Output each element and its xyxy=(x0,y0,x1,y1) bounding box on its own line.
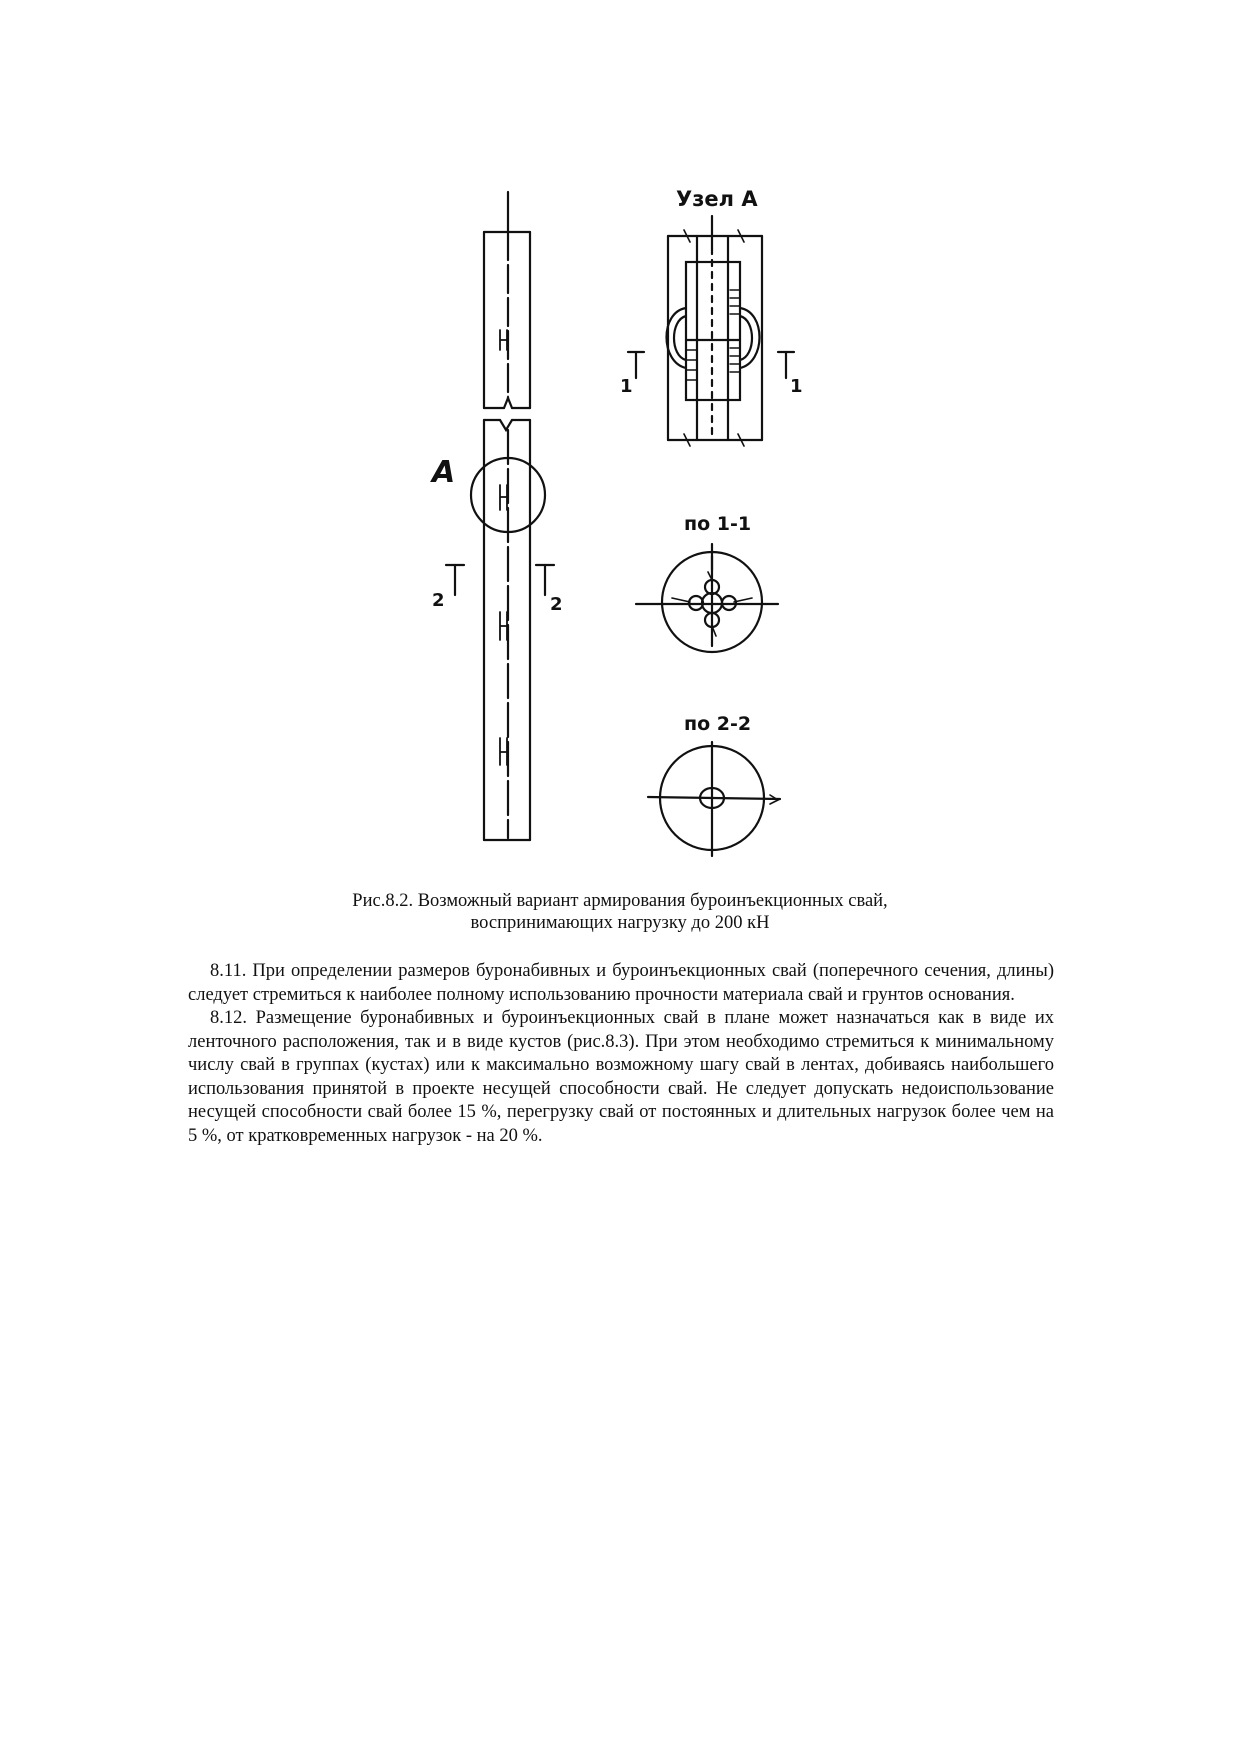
caption-line-2: воспринимающих нагрузку до 200 кН xyxy=(470,913,770,933)
section-1-1-drawing xyxy=(636,544,778,652)
section-1-left-mark: 1 xyxy=(620,376,633,397)
node-a-detail xyxy=(628,216,794,446)
paragraph-8-11: 8.11. При определении размеров буронабивных и буроинъекционных свай (поперечного сечения, длины) следует стремиться к наиболее полному использованию прочности материала свай и грунтов основания. xyxy=(188,961,1054,1005)
caption-line-1: Рис.8.2. Возможный вариант армирования буроинъекционных свай, xyxy=(352,891,888,911)
node-a-title: Узел А xyxy=(676,187,758,211)
section-2-2-drawing xyxy=(648,742,780,856)
node-marker-label: А xyxy=(432,455,456,490)
section-1-right-mark: 1 xyxy=(790,376,803,397)
pile-elevation xyxy=(446,192,554,840)
section-2-left-mark: 2 xyxy=(432,590,445,611)
paragraph-8-12: 8.12. Размещение буронабивных и буроинъекционных свай в плане может назначаться как в виде их ленточного расположения, так и в виде кустов (рис.8.3). При этом необходимо стремиться к минимальному числу свай в группах (кустах) или к максимально возможному шагу свай в лентах, добиваясь наибольшего использования принятой в проекте несущей способности свай. Не следует допускать недоиспользование несущей способности свай более 15 %, перегрузку свай от постоянных и длительных нагрузок более чем на 5 %, от кратковременных нагрузок - на 20 %. xyxy=(188,1008,1054,1146)
figure-caption xyxy=(200,890,1040,934)
body-text xyxy=(188,960,1054,1148)
section-2-2-title: по 2-2 xyxy=(684,713,752,735)
section-1-1-title: по 1-1 xyxy=(684,513,752,535)
section-2-right-mark: 2 xyxy=(550,594,563,615)
